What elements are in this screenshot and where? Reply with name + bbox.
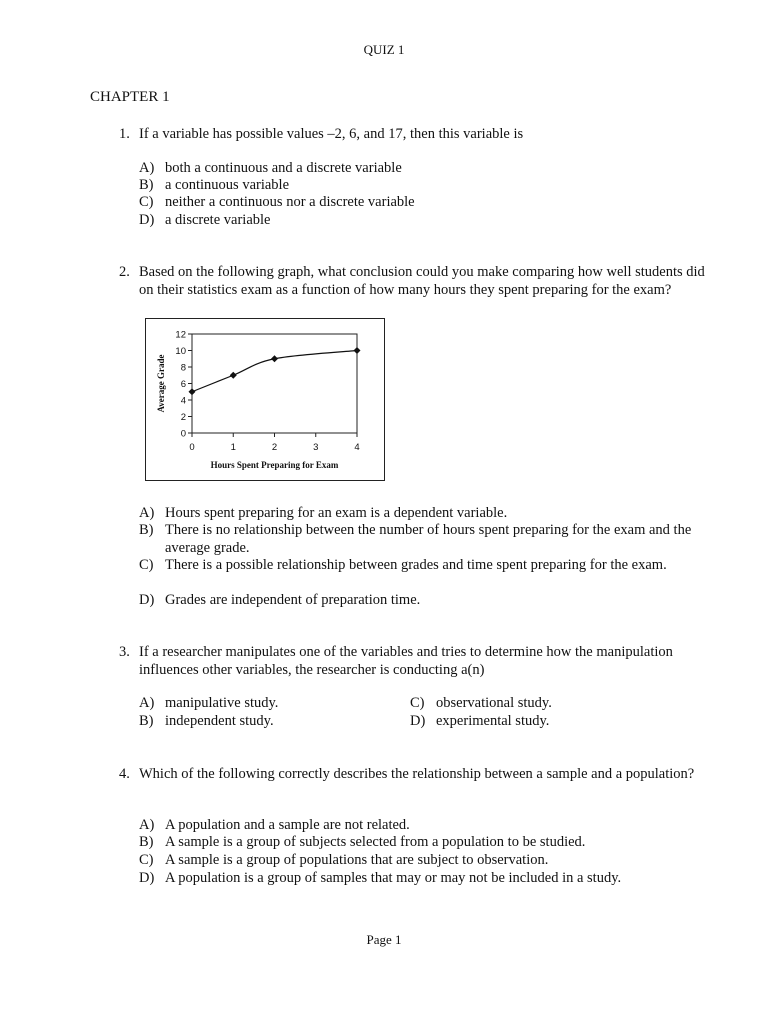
option-text: experimental study.: [436, 713, 550, 729]
option-letter: B): [139, 522, 154, 538]
y-tick-label: 4: [180, 395, 186, 407]
x-tick-label: 1: [230, 442, 236, 453]
chart-frame: [145, 318, 385, 481]
question-number: 1.: [119, 126, 130, 142]
question-3: [119, 643, 709, 679]
question-text: If a variable has possible values –2, 6, and 17, then this variable is: [139, 126, 524, 142]
x-tick-label: 3: [313, 442, 319, 453]
option-2b: [139, 522, 699, 557]
question-4: [119, 765, 709, 783]
question-number: 2.: [119, 264, 130, 280]
grade-vs-hours-chart: [146, 319, 384, 480]
option-text: There is a possible relationship between grades and time spent preparing for the exam.: [165, 557, 667, 573]
option-letter: A): [139, 160, 155, 176]
y-tick-label: 8: [180, 362, 186, 374]
option-text: observational study.: [436, 695, 552, 711]
y-tick-label: 12: [175, 329, 186, 341]
option-letter: C): [139, 852, 154, 868]
option-1a: [139, 160, 699, 178]
option-text: A population is a group of samples that may or may not be included in a study.: [165, 870, 622, 886]
question-number: 3.: [119, 644, 130, 660]
option-text: a discrete variable: [165, 212, 271, 228]
option-text: a continuous variable: [165, 177, 290, 193]
option-letter: C): [410, 695, 425, 711]
y-tick-label: 6: [180, 379, 186, 390]
x-axis-label: Hours Spent Preparing for Exam: [210, 460, 339, 470]
option-3a: [139, 695, 399, 713]
option-letter: D): [139, 212, 155, 228]
option-letter: B): [139, 177, 154, 193]
question-number: 4.: [119, 766, 130, 782]
option-1b: [139, 177, 699, 195]
option-2c: [139, 557, 699, 575]
question-text: If a researcher manipulates one of the variables and tries to determine how the manipulation influences other variables, the researcher is conducting a(n): [139, 644, 673, 678]
option-3b: [139, 713, 399, 731]
option-letter: A): [139, 505, 155, 521]
option-2d: [139, 592, 699, 610]
question-text: Which of the following correctly describes the relationship between a sample and a population?: [139, 766, 695, 782]
option-4a: [139, 817, 729, 835]
page-footer: Page 1: [366, 932, 402, 947]
option-4c: [139, 852, 729, 870]
option-text: Hours spent preparing for an exam is a dependent variable.: [165, 505, 508, 521]
data-point: [230, 372, 237, 379]
y-tick-label: 0: [180, 428, 186, 440]
option-letter: B): [139, 713, 154, 729]
option-letter: D): [410, 713, 426, 729]
option-text: manipulative study.: [165, 695, 279, 711]
option-letter: D): [139, 592, 155, 608]
question-1: [119, 125, 709, 143]
page-header: QUIZ 1: [363, 42, 405, 57]
option-letter: B): [139, 834, 154, 850]
option-text: A sample is a group of populations that are subject to observation.: [165, 852, 549, 868]
plot-area: [192, 334, 357, 433]
x-tick-label: 0: [189, 442, 195, 453]
option-4b: [139, 834, 729, 852]
option-text: Grades are independent of preparation time.: [165, 592, 421, 608]
y-tick-label: 2: [180, 412, 186, 423]
option-letter: C): [139, 557, 154, 573]
option-text: neither a continuous nor a discrete variable: [165, 194, 415, 210]
data-point: [354, 347, 361, 354]
option-text: independent study.: [165, 713, 274, 729]
option-letter: D): [139, 870, 155, 886]
x-tick-label: 4: [354, 442, 360, 453]
option-3c: [410, 695, 690, 713]
y-tick-label: 10: [175, 346, 186, 357]
data-point: [189, 388, 196, 395]
option-2a: [139, 505, 699, 523]
option-text: both a continuous and a discrete variable: [165, 160, 402, 176]
chapter-heading: CHAPTER 1: [90, 89, 170, 105]
option-letter: A): [139, 695, 155, 711]
option-3d: [410, 713, 690, 731]
question-2: [119, 263, 709, 299]
option-text: A population and a sample are not related.: [165, 817, 410, 833]
option-4d: [139, 870, 729, 888]
option-1c: [139, 194, 699, 212]
question-text: Based on the following graph, what conclusion could you make comparing how well students did on their statistics exam as a function of how many hours they spent preparing for the exam?: [139, 264, 705, 298]
option-text: There is no relationship between the number of hours spent preparing for the exam and the average grade.: [165, 522, 692, 556]
option-letter: C): [139, 194, 154, 210]
y-axis-label: Average Grade: [156, 354, 166, 413]
option-letter: A): [139, 817, 155, 833]
x-tick-label: 2: [271, 442, 278, 453]
data-point: [271, 355, 278, 362]
option-1d: [139, 212, 699, 230]
option-text: A sample is a group of subjects selected from a population to be studied.: [165, 834, 586, 850]
